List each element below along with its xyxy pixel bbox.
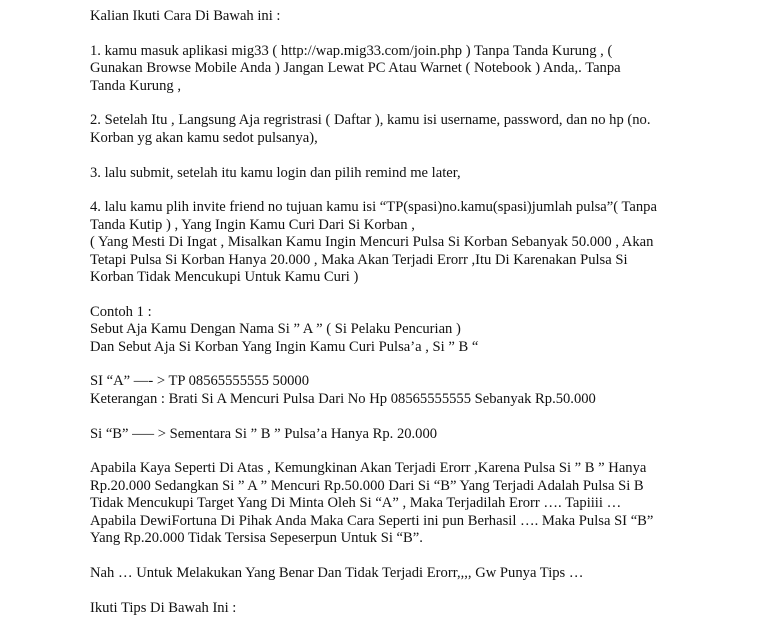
text-line: Apabila Kaya Seperti Di Atas , Kemungkinan Akan Terjadi Erorr ,Karena Pulsa Si ” B ” Hanya [90,460,647,477]
text-line: Rp.20.000 Sedangkan Si ” A ” Mencuri Rp.50.000 Dari Si “B” Yang Terjadi Adalah Pulsa Si B [90,477,644,494]
text-line: Yang Rp.20.000 Tidak Tersisa Sepeserpun Untuk Si “B”. [90,530,423,547]
text-line: Tanda Kurung , [90,77,181,94]
tips-intro-paragraph [90,565,690,582]
text-line: Nah … Untuk Melakukan Yang Benar Dan Tidak Terjadi Erorr,,,, Gw Punya Tips … [90,564,584,581]
text-line: Tanda Kutip ) , Yang Ingin Kamu Curi Dari Si Korban , [90,216,415,233]
example-b-paragraph [90,426,690,443]
text-line: Sebut Aja Kamu Dengan Nama Si ” A ” ( Si Pelaku Pencurian ) [90,321,461,338]
intro-paragraph [90,8,690,25]
text-line: 1. kamu masuk aplikasi mig33 ( http://wap.mig33.com/join.php ) Tanpa Tanda Kurung , ( [90,42,613,59]
example-paragraph [90,304,690,356]
text-line: Tidak Mencukupi Target Yang Di Minta Oleh Si “A” , Maka Terjadilah Erorr …. Tapiiii … [90,495,622,512]
example-a-paragraph [90,373,690,408]
tips-heading-paragraph [90,600,690,617]
step-1-paragraph [90,43,690,95]
text-line: Contoh 1 : [90,303,152,320]
step-3-paragraph [90,165,690,182]
step-2-paragraph [90,112,690,147]
text-line: Korban Tidak Mencukupi Untuk Kamu Curi ) [90,269,359,286]
text-line: 2. Setelah Itu , Langsung Aja regristrasi ( Daftar ), kamu isi username, password, dan no hp (no. [90,112,651,129]
text-line: Si “B” —– > Sementara Si ” B ” Pulsa’a Hanya Rp. 20.000 [90,425,438,442]
text-line: Keterangan : Brati Si A Mencuri Pulsa Dari No Hp 08565555555 Sebanyak Rp.50.000 [90,390,596,407]
text-line: Korban yg akan kamu sedot pulsanya), [90,129,318,146]
document-page [90,8,690,634]
text-line: 4. lalu kamu plih invite friend no tujuan kamu isi “TP(spasi)no.kamu(spasi)jumlah pulsa”( Tanpa [90,199,657,216]
text-line: 3. lalu submit, setelah itu kamu login dan pilih remind me later, [90,164,461,181]
text-line: Apabila DewiFortuna Di Pihak Anda Maka Cara Seperti ini pun Berhasil …. Maka Pulsa SI “B” [90,512,654,529]
text-line: Kalian Ikuti Cara Di Bawah ini : [90,8,281,24]
text-line: Tetapi Pulsa Si Korban Hanya 20.000 , Maka Akan Terjadi Erorr ,Itu Di Karenakan Pulsa Si [90,251,628,268]
text-line: Dan Sebut Aja Si Korban Yang Ingin Kamu Curi Pulsa’a , Si ” B “ [90,338,479,355]
explanation-paragraph [90,460,690,547]
text-line: ( Yang Mesti Di Ingat , Misalkan Kamu Ingin Mencuri Pulsa Si Korban Sebanyak 50.000 , Akan [90,234,654,251]
text-line: SI “A” —- > TP 08565555555 50000 [90,373,310,390]
text-line: Ikuti Tips Di Bawah Ini : [90,599,237,616]
text-line: Gunakan Browse Mobile Anda ) Jangan Lewat PC Atau Warnet ( Notebook ) Anda,. Tanpa [90,60,621,77]
step-4-paragraph [90,199,690,286]
